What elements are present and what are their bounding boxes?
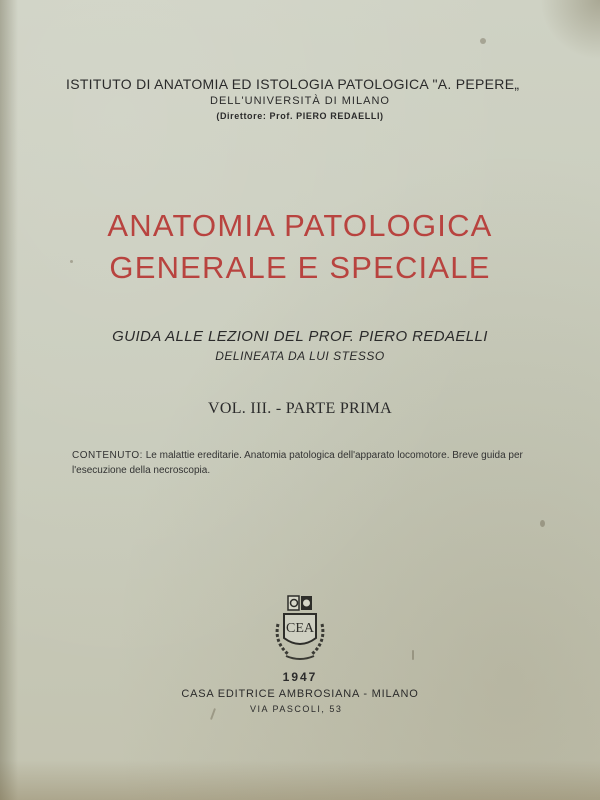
book-title-line1: ANATOMIA PATOLOGICA bbox=[107, 208, 493, 243]
stain-spot bbox=[540, 520, 545, 527]
publication-year: 1947 bbox=[282, 670, 318, 684]
emblem-letters: CEA bbox=[286, 621, 314, 636]
volume-label: VOL. III. - PARTE PRIMA bbox=[207, 400, 393, 417]
institute-name: ISTITUTO DI ANATOMIA ED ISTOLOGIA PATOLOGICA "A. PEPERE„ bbox=[66, 76, 520, 92]
book-title-line2: GENERALE E SPECIALE bbox=[109, 250, 491, 285]
book-subtitle: GUIDA ALLE LEZIONI DEL PROF. PIERO REDAELLI bbox=[112, 328, 488, 345]
book-subtitle-secondary: DELINEATA DA LUI STESSO bbox=[215, 349, 385, 363]
stain-mark bbox=[412, 650, 414, 660]
university-name: DELL'UNIVERSITÀ DI MILANO bbox=[210, 95, 390, 107]
contents-summary bbox=[72, 448, 542, 478]
publisher-emblem-icon bbox=[268, 594, 332, 664]
cover-corner-stain bbox=[540, 0, 600, 60]
publisher-name: CASA EDITRICE AMBROSIANA - MILANO bbox=[181, 688, 419, 700]
publisher-address: VIA PASCOLI, 53 bbox=[250, 704, 343, 714]
contents-label: CONTENUTO: bbox=[72, 450, 143, 461]
director-line: (Direttore: Prof. PIERO REDAELLI) bbox=[216, 111, 384, 121]
stain-mark bbox=[210, 708, 216, 720]
cover-bottom-stain bbox=[0, 760, 600, 800]
contents-text: Le malattie ereditarie. Anatomia patologica dell'apparato locomotore. Breve guida per l'esecuzione della necroscopia. bbox=[72, 450, 523, 476]
stain-spot bbox=[480, 38, 486, 44]
